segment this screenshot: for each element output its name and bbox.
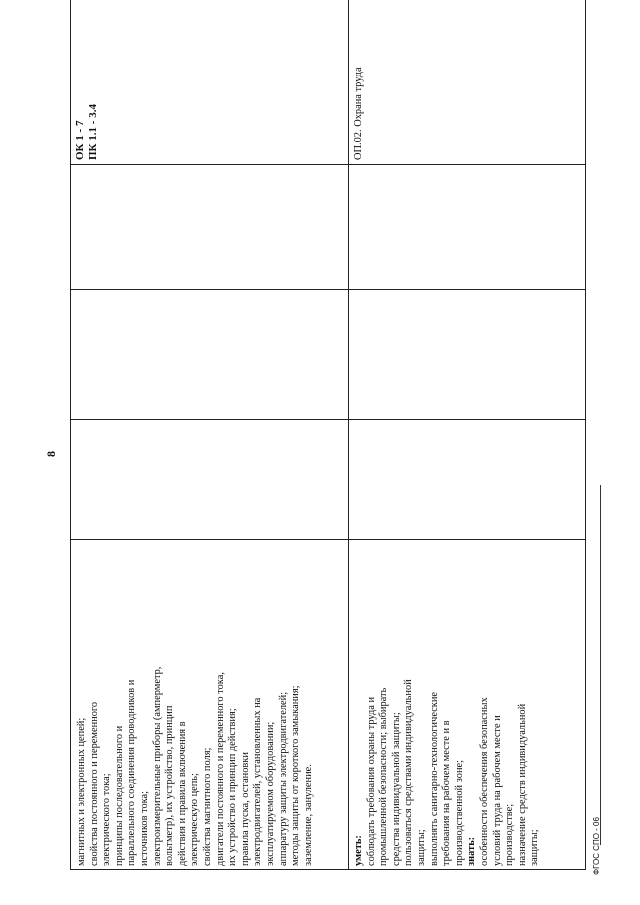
column-divider <box>70 539 585 540</box>
text-line: правила пуска, остановки <box>239 752 251 866</box>
text-line: производстве; <box>504 803 516 866</box>
text-line: вольтметр), их устройство, принцип <box>164 705 176 866</box>
text-line: требования на рабочем месте и в <box>441 720 453 866</box>
text-line: эксплуатируемом оборудовании; <box>264 721 276 866</box>
table-top-border <box>70 0 71 870</box>
text-line: заземление, зануление. <box>302 764 314 866</box>
text-line: защиты; <box>529 829 541 866</box>
text-line: пользоваться средствами индивидуальной <box>403 679 415 866</box>
text-line: уметь: <box>353 835 364 866</box>
competency-codes <box>74 104 100 160</box>
footer-rule <box>600 485 601 845</box>
table-left-border <box>70 869 585 870</box>
text-line: свойства постоянного и переменного <box>88 701 100 866</box>
text-line: методы защиты от короткого замыкания; <box>290 685 302 866</box>
text-line: действия и правила включения в <box>176 721 188 866</box>
page-number: 8 <box>44 451 58 457</box>
text-line: электроизмерительные приборы (амперметр, <box>151 666 163 866</box>
text-line: ПК 1.1 - 3.4 <box>87 104 99 160</box>
discipline-name: ОП.02. Охрана труда <box>353 67 364 160</box>
text-line: электродвигателей, установленных на <box>252 697 264 866</box>
text-line: параллельного соединения проводников и <box>126 679 138 866</box>
text-line: назначение средств индивидуальной <box>516 703 528 866</box>
text-line: источников тока; <box>138 790 150 866</box>
text-line: промышленной безопасности; выбирать <box>378 687 390 866</box>
text-line: свойства магнитного поля; <box>201 747 213 866</box>
text-line: условий труда на рабочем месте и <box>491 715 503 866</box>
text-line: двигатели постоянного и переменного тока, <box>214 672 226 866</box>
text-line: особенности обеспечения безопасных <box>478 697 490 866</box>
text-line: аппаратуру защиты электродвигателей; <box>277 691 289 866</box>
column-divider <box>70 164 585 165</box>
text-line: электрического тока; <box>101 773 113 866</box>
row-divider <box>348 0 349 870</box>
text-line: производственной зоне; <box>453 759 465 866</box>
column-divider <box>70 419 585 420</box>
text-line: выполнять санитарно-технологические <box>428 691 440 866</box>
text-line: принципы последовательного и <box>113 725 125 866</box>
text-line: соблюдать требования охраны труда и <box>365 697 377 866</box>
table-bottom-border <box>585 0 586 870</box>
footer-code: ФГОС СПО - 06 <box>592 817 601 875</box>
text-line: их устройство и принцип действия; <box>227 708 239 866</box>
text-line: магнитных и электронных цепей; <box>76 717 87 866</box>
text-line: знать: <box>466 836 478 866</box>
text-line: электрическую цепь; <box>189 773 201 866</box>
row2-requirements <box>353 679 542 866</box>
text-line: ОК 1 - 7 <box>74 120 86 160</box>
text-line: защиты; <box>415 829 427 866</box>
competency-table <box>70 0 585 870</box>
text-line: средства индивидуальной защиты; <box>390 712 402 866</box>
row1-requirements <box>76 667 315 866</box>
column-divider <box>70 289 585 290</box>
